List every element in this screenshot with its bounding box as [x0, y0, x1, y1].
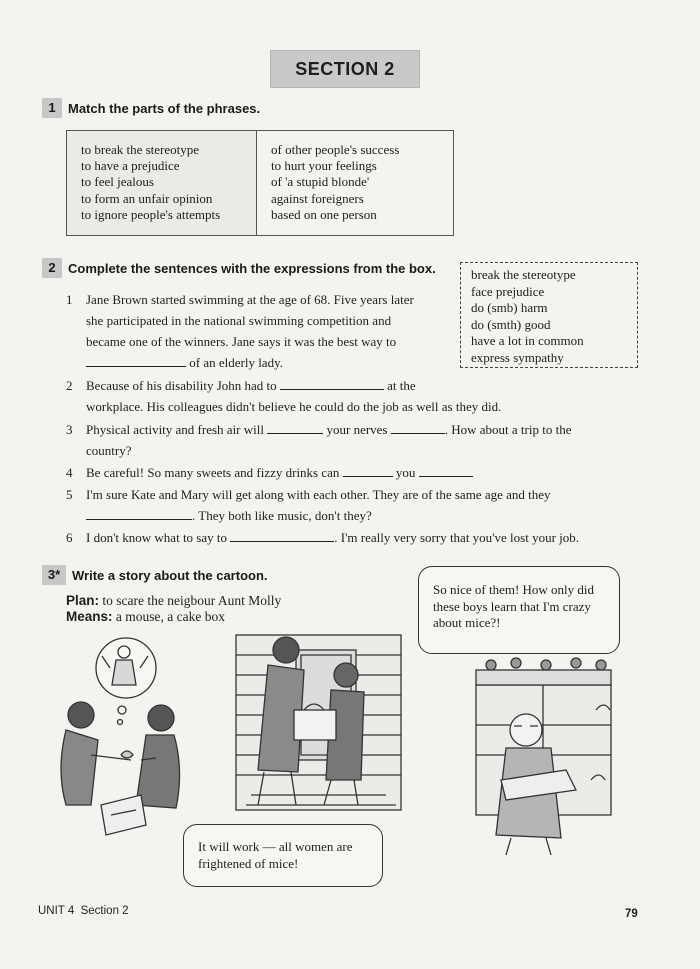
- sentence-text: Because of his disability John had to: [86, 378, 277, 393]
- answer-blank[interactable]: [419, 464, 473, 477]
- sentence-text: your nerves: [326, 422, 388, 437]
- match-right-item: of other people's success: [271, 142, 400, 157]
- exercise-3-heading: [42, 565, 268, 585]
- sentence-text: . How about a trip to the: [444, 422, 572, 437]
- sentence-text: Physical activity and fresh air will: [86, 422, 264, 437]
- sentence-5: [66, 484, 686, 526]
- match-right-item: of 'a stupid blonde': [271, 174, 370, 190]
- answer-blank[interactable]: [343, 464, 393, 477]
- match-left-item: to break the stereotype: [81, 142, 200, 157]
- match-left-item: to feel jealous: [81, 174, 154, 190]
- answer-blank[interactable]: [391, 421, 445, 434]
- answer-blank[interactable]: [230, 529, 334, 542]
- sentence-6: [66, 527, 686, 548]
- page-number: 79: [625, 908, 638, 920]
- exercise-2-number: 2: [42, 258, 62, 278]
- cartoon-illustration: [36, 630, 631, 870]
- sentence-2: [66, 375, 676, 417]
- sentence-1: [66, 289, 446, 373]
- bubble-text: It will work — all women are frightened of mice!: [198, 839, 353, 871]
- thought-bubble-icon: [96, 638, 156, 725]
- sentence-text: at the: [387, 378, 416, 393]
- box-item: have a lot in common: [471, 333, 584, 348]
- sentence-text: . They both like music, don't they?: [192, 508, 372, 523]
- sentence-number: 1: [66, 292, 73, 307]
- bubble-text: So nice of them! How only did these boys learn that I'm crazy about mice?!: [433, 582, 595, 630]
- aunt-with-mice-icon: [476, 658, 611, 855]
- exercise-2-instruction: Complete the sentences with the expressions from the box.: [68, 260, 436, 276]
- plan-line: [66, 593, 281, 609]
- exercise-3-number: 3*: [42, 565, 66, 585]
- sentence-number: 2: [66, 378, 73, 393]
- answer-blank[interactable]: [86, 507, 192, 520]
- section-title: SECTION 2: [270, 50, 420, 88]
- footer-unit-label: UNIT 4: [38, 905, 75, 917]
- sentence-text: you: [395, 465, 416, 480]
- sentence-number: 4: [66, 465, 73, 480]
- door-scene-icon: [236, 635, 401, 810]
- box-item: break the stereotype: [471, 267, 576, 282]
- answer-blank[interactable]: [86, 354, 186, 367]
- match-table: [66, 130, 454, 236]
- box-item: face prejudice: [471, 283, 545, 299]
- sentence-text: I'm sure Kate and Mary will get along with each other. They are of the same age and they: [86, 487, 551, 502]
- footer-unit: [38, 905, 129, 917]
- means-text: a mouse, a cake box: [115, 609, 225, 624]
- means-label: Means:: [66, 609, 113, 624]
- sentence-text: workplace. His colleagues didn't believe he could do the job as well as they did.: [86, 399, 502, 414]
- sentence-4: [66, 462, 676, 483]
- match-left-item: to have a prejudice: [81, 158, 180, 174]
- sentence-text: . I'm really very sorry that you've lost your job.: [334, 530, 580, 545]
- match-right-column: [257, 131, 399, 235]
- match-left-item: to ignore people's attempts: [81, 206, 221, 222]
- boys-with-mouse-icon: [61, 702, 180, 835]
- exercise-2-heading: [42, 258, 436, 278]
- answer-blank[interactable]: [280, 377, 384, 390]
- match-right-item: based on one person: [271, 206, 377, 222]
- sentence-text: Be careful! So many sweets and fizzy drinks can: [86, 465, 340, 480]
- box-item: do (smb) harm: [471, 300, 548, 315]
- sentence-text: became one of the winners. Jane says it was the best way to: [86, 334, 397, 349]
- footer-section-label: Section 2: [80, 905, 129, 917]
- match-left-item: to form an unfair opinion: [81, 190, 213, 206]
- exercise-1-number: 1: [42, 98, 62, 118]
- match-right-item: against foreigners: [271, 190, 364, 206]
- plan-label: Plan:: [66, 593, 100, 608]
- exercise-1-instruction: Match the parts of the phrases.: [68, 100, 261, 116]
- sentence-number: 5: [66, 487, 73, 502]
- box-item: express sympathy: [471, 349, 564, 365]
- exercise-1-heading: [42, 98, 260, 118]
- means-line: [66, 609, 225, 625]
- sentence-number: 6: [66, 530, 73, 545]
- box-item: do (smth) good: [471, 316, 551, 332]
- exercise-3-instruction: Write a story about the cartoon.: [72, 567, 268, 583]
- match-left-column: [67, 131, 257, 235]
- match-right-item: to hurt your feelings: [271, 158, 377, 174]
- sentence-text: country?: [86, 443, 132, 458]
- sentence-number: 3: [66, 422, 73, 437]
- sentence-text: I don't know what to say to: [86, 530, 227, 545]
- expressions-box: [460, 262, 638, 368]
- plan-text: to scare the neigbour Aunt Molly: [102, 593, 282, 608]
- sentence-3: [66, 419, 676, 461]
- sentence-text: Jane Brown started swimming at the age of 68. Five years later: [86, 292, 414, 307]
- answer-blank[interactable]: [267, 421, 323, 434]
- sentence-text: she participated in the national swimming competition and: [86, 313, 392, 328]
- sentence-text: of an elderly lady.: [189, 355, 283, 370]
